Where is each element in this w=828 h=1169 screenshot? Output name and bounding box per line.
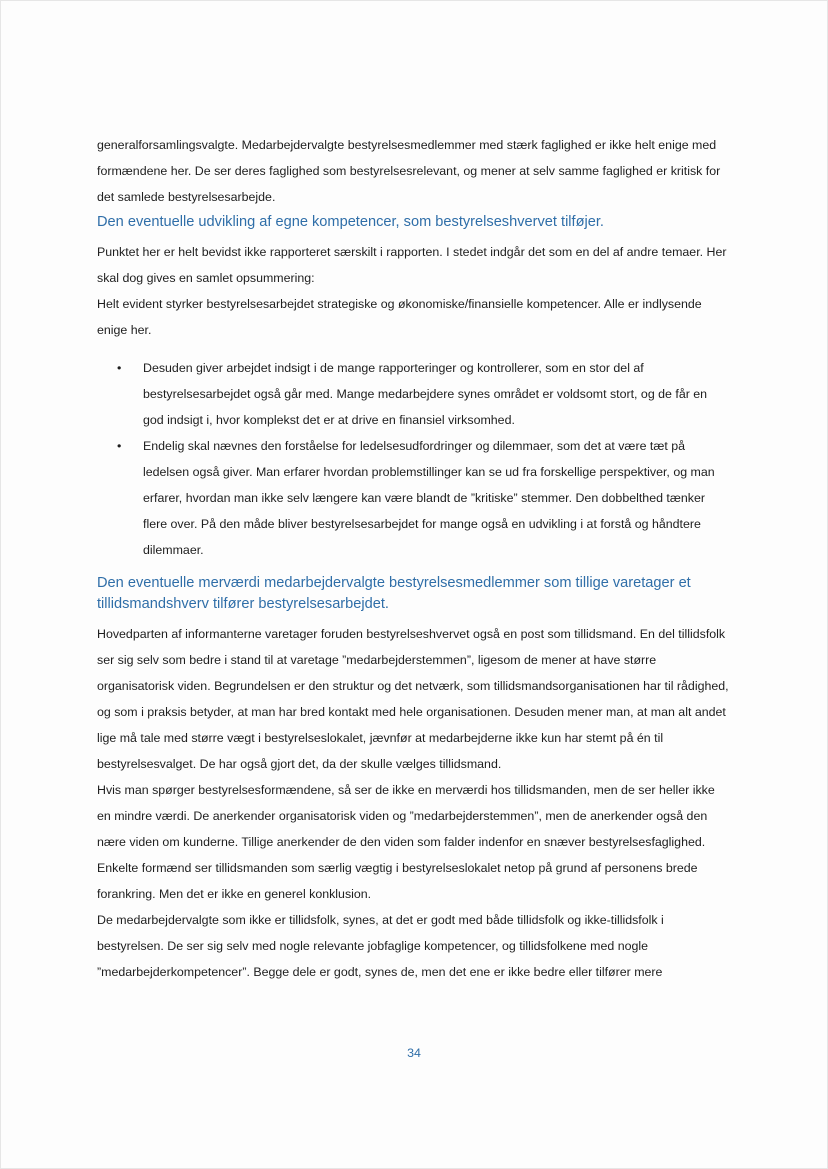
page-number: 34 (407, 1046, 421, 1060)
paragraph-section2-3: De medarbejdervalgte som ikke er tillidsfolk, synes, at det er godt med både tillidsfolk og ikke-tillidsfolk i bestyrelsen. De ser sig selv med nogle relevante jobfaglige kompetencer, og tillidsfolkene med nogle ”medarbejderkompetencer”. Begge dele er godt, synes de, men det ene er ikke bedre eller tilfører mere (97, 913, 664, 979)
bullet-list (97, 355, 729, 563)
paragraph-section2-2: Hvis man spørger bestyrelsesformændene, så ser de ikke en merværdi hos tillidsmanden, men de ser heller ikke en mindre værdi. De anerkender organisatorisk viden og ”medarbejderstemmen”, men de anerkender også den nære viden om kunderne. Tillige anerkender de den viden som falder indenfor en snæver bestyrelsesfaglighed. Enkelte formænd ser tillidsmanden som særlig vægtig i bestyrelseslokalet netop på grund af personens brede forankring. Men det er ikke en generel konklusion. (97, 783, 715, 901)
section-heading-competences: Den eventuelle udvikling af egne kompetencer, som bestyrelseshvervet tilføjer. (97, 214, 604, 230)
list-item-text: Endelig skal nævnes den forståelse for ledelsesudfordringer og dilemmaer, som det at være tæt på ledelsen også giver. Man erfarer hvordan problemstillinger kan se ud fra forskellige perspektiver, og man erfarer, hvordan man ikke selv længere kan være blandt de ”kritiske” stemmer. Den dobbelthed tænker flere over. På den måde bliver bestyrelsesarbejdet for mange også en udvikling i at forstå og håndtere dilemmaer. (143, 439, 715, 557)
bullet-icon: • (117, 439, 122, 453)
list-item-text: Desuden giver arbejdet indsigt i de mange rapporteringer og kontrollerer, som en stor del af bestyrelsesarbejdet også går med. Mange medarbejdere synes området er voldsomt stort, og de får en god indsigt i, hvor komplekst det er at drive en finansiel virksomhed. (143, 361, 708, 427)
bullet-icon: • (117, 361, 122, 375)
paragraph-section1-1: Punktet her er helt bevidst ikke rapporteret særskilt i rapporten. I stedet indgår det som en del af andre temaer. Her skal dog gives en samlet opsummering: (97, 245, 727, 285)
paragraph-intro: generalforsamlingsvalgte. Medarbejdervalgte bestyrelsesmedlemmer med stærk faglighed er ikke helt enige med formændene her. De ser deres faglighed som bestyrelsesrelevant, og mener at selv samme faglighed er kritisk for det samlede bestyrelsesarbejde. (97, 138, 721, 204)
paragraph-section2-1: Hovedparten af informanterne varetager foruden bestyrelseshvervet også en post som tillidsmand. En del tillidsfolk ser sig selv som bedre i stand til at varetage ”medarbejderstemmen”, ligesom de mener at have større organisatorisk viden. Begrundelsen er den struktur og det netværk, som tillidsmandsorganisationen har til rådighed, og som i praksis betyder, at man har bred kontakt med hele organisationen. Desuden mener man, at man alt andet lige må tale med større vægt i bestyrelseslokalet, jævnfør at medarbejderne ikke kun har stemt på én til bestyrelsesvalget. De har også gjort det, da der skulle vælges tillidsmand. (97, 627, 729, 771)
list-item (97, 355, 729, 433)
section-heading-added-value: Den eventuelle merværdi medarbejdervalgte bestyrelsesmedlemmer som tillige varetager et tillidsmandshverv tilfører bestyrelsesarbejdet. (97, 575, 691, 612)
list-item (97, 433, 729, 563)
page-content (97, 132, 729, 985)
spacer (97, 343, 729, 355)
paragraph-section1-2: Helt evident styrker bestyrelsesarbejdet strategiske og økonomiske/finansielle kompetencer. Alle er indlysende enige her. (97, 297, 702, 337)
